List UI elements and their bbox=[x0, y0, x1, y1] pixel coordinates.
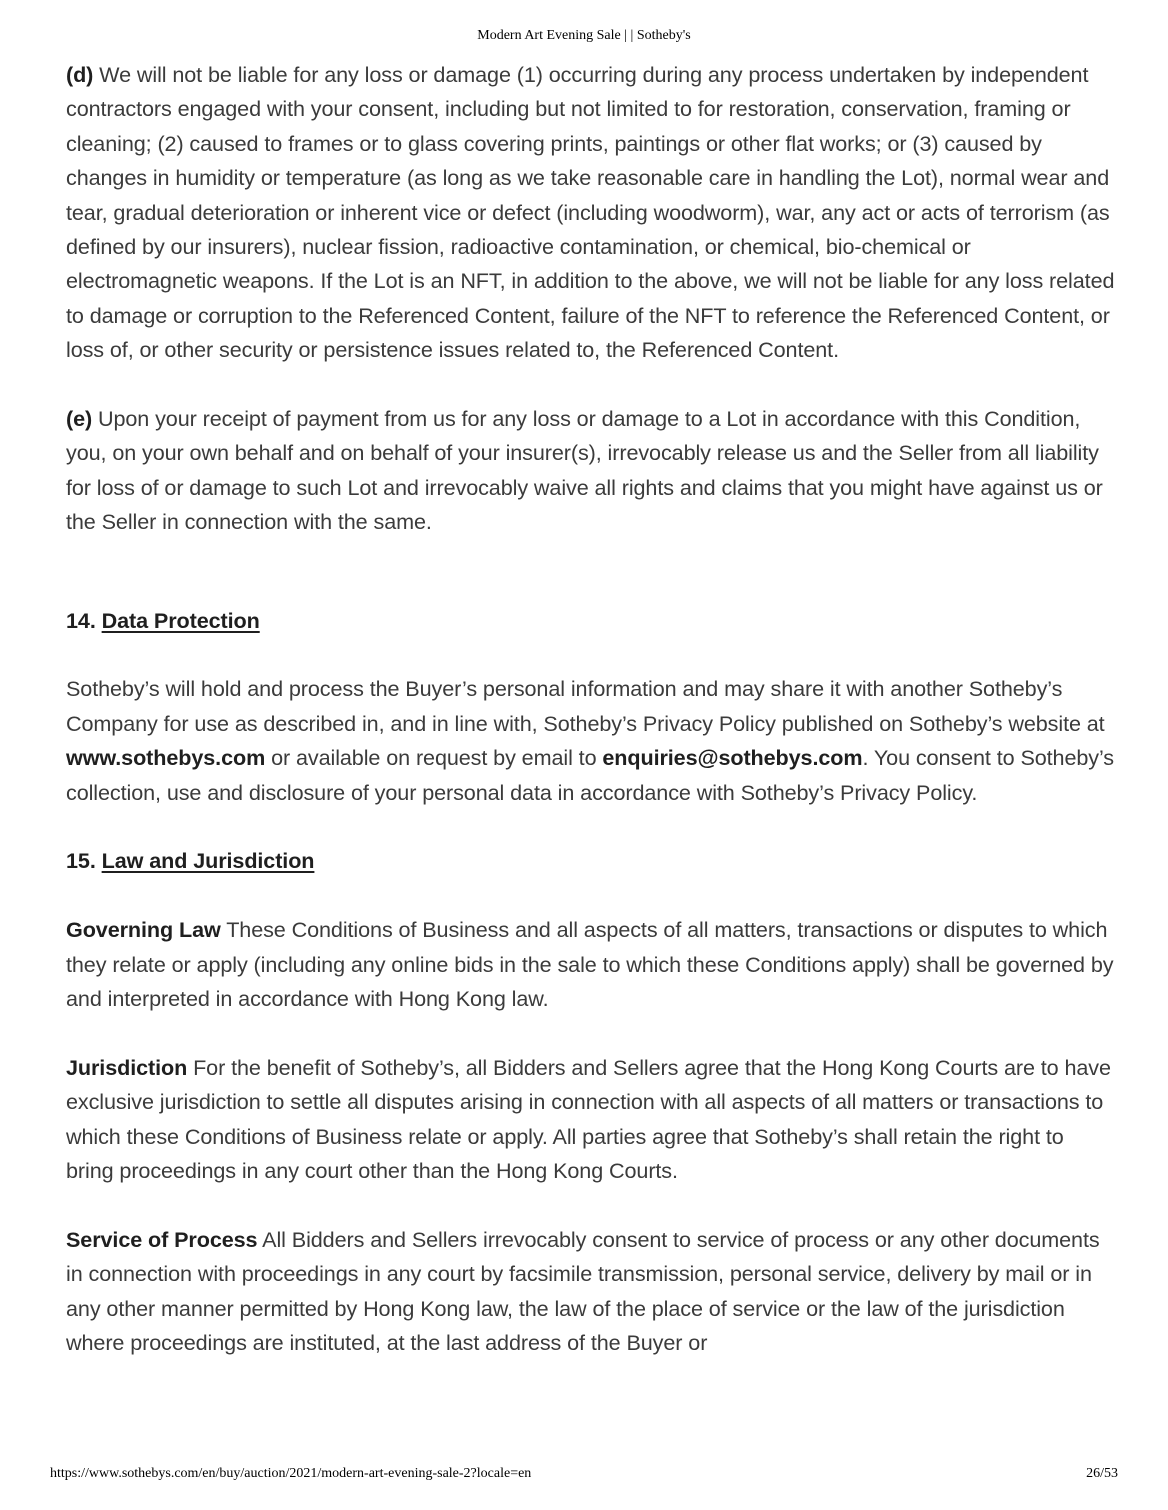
conditions-content bbox=[66, 58, 1116, 1464]
clause-e-text: Upon your receipt of payment from us for any loss or damage to a Lot in accordance with this Condition, you, on your own behalf and on behalf of your insurer(s), irrevocably release us and the Seller from all liability for loss of or damage to such Lot and irrevocably waive all rights and claims that you might have against us or the Seller in connection with the same. bbox=[66, 406, 1103, 535]
clause-d bbox=[66, 58, 1116, 368]
section-14-text-1: Sotheby’s will hold and process the Buyer’s personal information and may share it with another Sotheby’s Company for use as described in, and in line with, Sotheby’s Privacy Policy published on Sotheby’s website at bbox=[66, 676, 1105, 736]
section-14-text-3: . You consent to Sotheby’s collection, use and disclosure of your personal data in accordance with Sotheby’s Privacy Policy. bbox=[66, 745, 1114, 805]
jurisdiction-label: Jurisdiction bbox=[66, 1054, 188, 1080]
service-of-process-label: Service of Process bbox=[66, 1226, 258, 1252]
jurisdiction-text: For the benefit of Sotheby’s, all Bidders and Sellers agree that the Hong Kong Courts are to have exclusive jurisdiction to settle all disputes arising in connection with all aspects of all matters or transactions to which these Conditions of Business relate or apply. All parties agree that Sotheby’s shall retain the right to bring proceedings in any court other than the Hong Kong Courts. bbox=[66, 1054, 1111, 1184]
page-clip bbox=[66, 58, 1116, 1464]
clause-e-label: (e) bbox=[66, 406, 93, 432]
sothebys-website-link[interactable]: www.sothebys.com bbox=[66, 745, 266, 771]
clause-d-label: (d) bbox=[66, 62, 94, 87]
print-header-title: Modern Art Evening Sale | | Sotheby's bbox=[477, 28, 691, 43]
print-footer-url: https://www.sothebys.com/en/buy/auction/2021/modern-art-evening-sale-2?locale=en bbox=[50, 1466, 532, 1481]
section-14-body bbox=[66, 672, 1116, 810]
section-14-text-2: or available on request by email to bbox=[265, 745, 603, 771]
governing-law-label: Governing Law bbox=[66, 917, 221, 943]
service-of-process-paragraph bbox=[66, 1223, 1116, 1361]
section-14-number: 14. bbox=[66, 607, 102, 633]
governing-law-text: These Conditions of Business and all aspects of all matters, transactions or disputes to which they relate or apply (including any online bids in the sale to which these Conditions apply) shall be governed by and interpreted in accordance with Hong Kong law. bbox=[66, 917, 1114, 1012]
jurisdiction-paragraph bbox=[66, 1051, 1116, 1189]
governing-law-paragraph bbox=[66, 913, 1116, 1016]
section-15-number: 15. bbox=[66, 848, 102, 874]
section-14-title-link[interactable]: Data Protection bbox=[101, 607, 260, 633]
print-footer-page-number: 26/53 bbox=[1086, 1466, 1118, 1481]
service-of-process-text: All Bidders and Sellers irrevocably consent to service of process or any other documents in connection with proceedings in any court by facsimile transmission, personal service, delivery by mail or in any other manner permitted by Hong Kong law, the law of the place of service or the law of the jurisdiction where proceedings are instituted, at the last address of the Buyer or bbox=[66, 1226, 1100, 1356]
enquiries-email-link[interactable]: enquiries@sothebys.com bbox=[602, 745, 863, 771]
section-14-heading bbox=[66, 604, 1116, 638]
clause-e bbox=[66, 402, 1116, 540]
clause-d-text: We will not be liable for any loss or damage (1) occurring during any process undertaken by independent contractors engaged with your consent, including but not limited to for restoration, conservation, framing or cleaning; (2) caused to frames or to glass covering prints, paintings or other flat works; or (3) caused by changes in humidity or temperature (as long as we take reasonable care in handling the Lot), normal wear and tear, gradual deterioration or inherent vice or defect (including woodworm), war, any act or acts of terrorism (as defined by our insurers), nuclear fission, radioactive contamination, or chemical, bio-chemical or electromagnetic weapons. If the Lot is an NFT, in addition to the above, we will not be liable for any loss related to damage or corruption to the Referenced Content, failure of the NFT to reference the Referenced Content, or loss of, or other security or persistence issues related to, the Referenced Content. bbox=[66, 62, 1115, 363]
section-15-title-link[interactable]: Law and Jurisdiction bbox=[101, 848, 315, 874]
section-15-heading bbox=[66, 844, 1116, 878]
